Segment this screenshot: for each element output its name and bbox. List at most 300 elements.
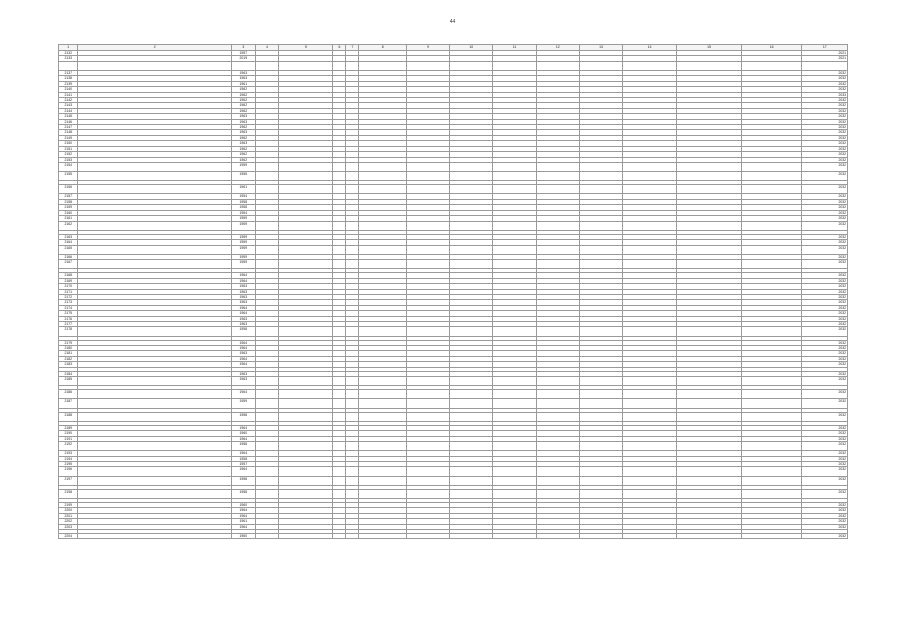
table-cell: 2161 — [59, 216, 78, 221]
table-cell — [406, 399, 449, 408]
table-cell: 1964 — [231, 390, 255, 399]
table-cell: 2139 — [59, 81, 78, 86]
table-cell — [536, 162, 579, 171]
table-cell: 2156 — [59, 185, 78, 194]
table-cell — [78, 221, 231, 230]
table-cell: 2032 — [802, 327, 848, 336]
table-cell: 2032 — [802, 533, 848, 538]
table-cell: 2032 — [802, 362, 848, 367]
table-cell: 1962 — [231, 152, 255, 157]
table-cell — [406, 185, 449, 194]
table-cell: 1964 — [231, 305, 255, 310]
table-cell — [359, 327, 407, 336]
table-cell — [677, 376, 742, 385]
table-cell: 2193 — [59, 451, 78, 456]
table-cell — [623, 172, 677, 181]
register-table — [58, 44, 848, 539]
table-cell — [333, 327, 346, 336]
table-cell — [279, 172, 333, 181]
table-cell: 2032 — [802, 185, 848, 194]
table-cell: 1958 — [231, 489, 255, 498]
table-cell: 2032 — [802, 194, 848, 199]
table-cell — [78, 376, 231, 385]
table-cell: 2132 — [59, 51, 78, 56]
table-cell — [450, 441, 493, 450]
table-cell — [450, 489, 493, 498]
table-cell — [450, 260, 493, 269]
table-cell — [359, 172, 407, 181]
table-cell: 2032 — [802, 125, 848, 130]
table-cell: 2032 — [802, 321, 848, 326]
table-cell — [493, 185, 536, 194]
table-cell — [623, 399, 677, 408]
column-number-cell: 16 — [741, 45, 802, 51]
table-cell — [255, 412, 279, 421]
table-cell: 2032 — [802, 461, 848, 466]
table-cell: 2172 — [59, 294, 78, 299]
table-cell: 1964 — [231, 425, 255, 430]
table-cell: 1959 — [231, 245, 255, 254]
table-cell — [333, 260, 346, 269]
table-cell — [493, 476, 536, 485]
table-cell: 2032 — [802, 221, 848, 230]
table-cell: 1956 — [231, 205, 255, 210]
table-cell — [493, 399, 536, 408]
table-cell: 2170 — [59, 284, 78, 289]
table-cell: 1962 — [231, 87, 255, 92]
table-cell — [623, 260, 677, 269]
table-cell — [346, 245, 359, 254]
table-cell — [450, 412, 493, 421]
table-cell — [493, 162, 536, 171]
table-cell — [493, 260, 536, 269]
table-cell: 2032 — [802, 146, 848, 151]
table-cell: 1958 — [231, 456, 255, 461]
table-cell — [677, 412, 742, 421]
table-cell — [579, 390, 622, 399]
table-cell: 2032 — [802, 172, 848, 181]
table-cell — [623, 61, 677, 70]
table-cell: 2175 — [59, 311, 78, 316]
table-cell — [255, 245, 279, 254]
table-row — [59, 61, 848, 70]
table-cell — [579, 399, 622, 408]
table-cell: 2145 — [59, 114, 78, 119]
table-cell: 1963 — [231, 130, 255, 135]
column-number-cell: 11 — [493, 45, 536, 51]
table-cell: 2032 — [802, 524, 848, 529]
table-cell — [406, 390, 449, 399]
table-cell — [333, 221, 346, 230]
table-row — [59, 327, 848, 336]
table-row — [59, 412, 848, 421]
column-number-cell: 2 — [78, 45, 231, 51]
table-cell: 2163 — [59, 234, 78, 239]
table-cell: 2198 — [59, 489, 78, 498]
table-cell: 2032 — [802, 240, 848, 245]
table-cell — [346, 221, 359, 230]
table-cell — [333, 476, 346, 485]
table-cell — [536, 399, 579, 408]
table-cell — [623, 412, 677, 421]
table-cell — [333, 412, 346, 421]
table-cell — [78, 245, 231, 254]
table-cell: 2032 — [802, 141, 848, 146]
table-cell: 2032 — [802, 311, 848, 316]
table-cell: 1964 — [231, 278, 255, 283]
table-cell: 2191 — [59, 436, 78, 441]
table-row — [59, 185, 848, 194]
table-cell — [255, 162, 279, 171]
table-cell — [741, 327, 802, 336]
table-cell: 1963 — [231, 76, 255, 81]
table-cell: 1961 — [231, 81, 255, 86]
table-cell: 2176 — [59, 316, 78, 321]
table-cell: 2143 — [59, 103, 78, 108]
table-cell — [78, 399, 231, 408]
table-cell — [406, 327, 449, 336]
table-cell — [450, 172, 493, 181]
register-table-wrapper — [58, 44, 848, 539]
table-cell — [279, 260, 333, 269]
table-cell — [255, 327, 279, 336]
table-cell: 1959 — [231, 399, 255, 408]
table-cell — [78, 260, 231, 269]
table-cell — [406, 412, 449, 421]
table-row — [59, 533, 848, 538]
table-cell — [78, 533, 231, 538]
table-cell: 2032 — [802, 81, 848, 86]
table-row — [59, 162, 848, 171]
table-cell — [536, 412, 579, 421]
table-cell — [359, 476, 407, 485]
table-cell — [493, 441, 536, 450]
table-cell — [741, 185, 802, 194]
table-cell: 2032 — [802, 356, 848, 361]
table-cell — [677, 476, 742, 485]
table-cell: 2032 — [802, 513, 848, 518]
table-cell — [623, 185, 677, 194]
table-cell: 1964 — [231, 524, 255, 529]
table-cell — [255, 221, 279, 230]
table-cell: 2032 — [802, 508, 848, 513]
table-cell — [359, 467, 407, 476]
table-cell: 1958 — [231, 476, 255, 485]
table-cell — [279, 533, 333, 538]
table-cell — [741, 533, 802, 538]
table-cell: 1954 — [231, 194, 255, 199]
table-cell: 2164 — [59, 240, 78, 245]
table-cell — [579, 489, 622, 498]
table-cell — [450, 376, 493, 385]
table-cell: 1959 — [231, 216, 255, 221]
table-cell — [78, 412, 231, 421]
table-cell: 2195 — [59, 461, 78, 466]
table-cell: 2184 — [59, 371, 78, 376]
table-cell — [741, 245, 802, 254]
table-cell — [359, 533, 407, 538]
table-cell: 2032 — [802, 114, 848, 119]
table-cell: 1963 — [231, 114, 255, 119]
table-cell — [536, 221, 579, 230]
table-cell — [279, 467, 333, 476]
table-cell — [536, 467, 579, 476]
table-cell — [333, 390, 346, 399]
table-cell: 2185 — [59, 376, 78, 385]
table-cell: 1964 — [231, 340, 255, 345]
table-cell — [741, 221, 802, 230]
table-cell — [493, 221, 536, 230]
table-cell: 2200 — [59, 508, 78, 513]
table-cell — [255, 185, 279, 194]
table-cell — [536, 185, 579, 194]
table-cell — [677, 245, 742, 254]
table-cell: 1963 — [231, 71, 255, 76]
table-cell: 2152 — [59, 152, 78, 157]
table-cell: 2032 — [802, 456, 848, 461]
table-cell — [78, 467, 231, 476]
table-cell — [623, 476, 677, 485]
table-cell — [78, 390, 231, 399]
table-cell — [741, 61, 802, 70]
table-cell: 1963 — [231, 321, 255, 326]
table-cell — [333, 489, 346, 498]
table-cell: 2168 — [59, 273, 78, 278]
table-cell — [78, 476, 231, 485]
table-cell — [406, 221, 449, 230]
table-cell: 1962 — [231, 125, 255, 130]
table-cell: 2032 — [802, 76, 848, 81]
table-cell — [346, 412, 359, 421]
table-cell: 2032 — [802, 345, 848, 350]
table-cell — [579, 185, 622, 194]
table-cell — [406, 533, 449, 538]
table-cell: 2154 — [59, 162, 78, 171]
table-cell — [255, 441, 279, 450]
table-cell: 2032 — [802, 284, 848, 289]
table-cell — [346, 162, 359, 171]
table-cell — [741, 172, 802, 181]
table-cell: 2177 — [59, 321, 78, 326]
table-cell — [333, 245, 346, 254]
table-cell — [579, 61, 622, 70]
table-cell — [450, 467, 493, 476]
table-cell: 2032 — [802, 162, 848, 171]
table-cell: 2032 — [802, 199, 848, 204]
table-cell — [346, 489, 359, 498]
table-cell: 2032 — [802, 152, 848, 157]
table-cell — [333, 61, 346, 70]
table-cell — [741, 162, 802, 171]
table-cell: 1959 — [231, 254, 255, 259]
column-number-cell: 15 — [677, 45, 742, 51]
table-cell: 2032 — [802, 245, 848, 254]
table-cell — [741, 489, 802, 498]
column-number-cell: 1 — [59, 45, 78, 51]
table-cell: 1962 — [231, 146, 255, 151]
table-cell — [493, 172, 536, 181]
table-cell — [493, 376, 536, 385]
table-row — [59, 467, 848, 476]
table-cell — [406, 489, 449, 498]
table-cell: 2148 — [59, 130, 78, 135]
table-cell — [493, 245, 536, 254]
table-cell — [279, 412, 333, 421]
table-cell: 1963 — [231, 376, 255, 385]
table-cell: 2158 — [59, 199, 78, 204]
table-cell: 1957 — [231, 461, 255, 466]
table-cell: 1963 — [231, 119, 255, 124]
table-cell: 2187 — [59, 399, 78, 408]
table-cell — [346, 327, 359, 336]
column-number-cell: 6 — [333, 45, 346, 51]
table-cell: 2032 — [802, 390, 848, 399]
table-cell: 2032 — [802, 399, 848, 408]
table-cell — [78, 441, 231, 450]
table-cell — [802, 61, 848, 70]
column-number-cell: 10 — [450, 45, 493, 51]
table-cell: 2032 — [802, 108, 848, 113]
table-cell — [493, 327, 536, 336]
table-cell: 2032 — [802, 316, 848, 321]
table-cell: 2137 — [59, 71, 78, 76]
table-cell: 2181 — [59, 351, 78, 356]
table-cell — [450, 327, 493, 336]
table-cell: 1958 — [231, 412, 255, 421]
table-cell: 1964 — [231, 467, 255, 476]
table-cell: 2147 — [59, 125, 78, 130]
table-cell: 2183 — [59, 362, 78, 367]
table-cell: 2032 — [802, 135, 848, 140]
table-cell: 1963 — [231, 294, 255, 299]
table-cell — [346, 172, 359, 181]
table-cell: 2141 — [59, 92, 78, 97]
table-cell: 2173 — [59, 300, 78, 305]
table-cell — [450, 221, 493, 230]
table-cell — [346, 185, 359, 194]
table-cell — [677, 390, 742, 399]
table-cell: 1964 — [231, 356, 255, 361]
table-cell — [493, 390, 536, 399]
table-cell — [677, 399, 742, 408]
table-cell: 2032 — [802, 294, 848, 299]
table-cell — [493, 533, 536, 538]
table-cell — [255, 390, 279, 399]
table-cell — [346, 467, 359, 476]
table-cell: 1960 — [231, 431, 255, 436]
table-cell: 2032 — [802, 502, 848, 507]
table-cell — [279, 399, 333, 408]
table-cell — [231, 61, 255, 70]
table-cell: 2032 — [802, 210, 848, 215]
table-cell — [450, 185, 493, 194]
table-cell: 2189 — [59, 425, 78, 430]
table-cell: 2188 — [59, 412, 78, 421]
table-cell — [255, 172, 279, 181]
table-cell: 1955 — [231, 172, 255, 181]
table-cell — [536, 327, 579, 336]
table-cell — [359, 390, 407, 399]
table-cell — [450, 162, 493, 171]
table-cell: 1954 — [231, 210, 255, 215]
table-cell — [450, 245, 493, 254]
table-cell: 2194 — [59, 456, 78, 461]
table-cell: 1963 — [231, 284, 255, 289]
table-cell: 2032 — [802, 441, 848, 450]
table-cell: 1959 — [231, 162, 255, 171]
table-cell — [579, 172, 622, 181]
table-cell: 2032 — [802, 260, 848, 269]
table-row — [59, 172, 848, 181]
table-cell — [493, 412, 536, 421]
table-cell — [346, 260, 359, 269]
column-number-cell: 5 — [279, 45, 333, 51]
table-cell: 2032 — [802, 103, 848, 108]
table-cell — [279, 476, 333, 485]
table-cell: 2197 — [59, 476, 78, 485]
column-number-cell: 9 — [406, 45, 449, 51]
table-cell — [623, 327, 677, 336]
table-cell: 1959 — [231, 234, 255, 239]
table-cell — [450, 476, 493, 485]
column-number-cell: 7 — [346, 45, 359, 51]
table-cell — [78, 327, 231, 336]
table-cell — [255, 467, 279, 476]
table-row — [59, 399, 848, 408]
table-cell: 2032 — [802, 273, 848, 278]
table-cell: 1964 — [231, 362, 255, 367]
table-cell: 2021 — [802, 56, 848, 61]
table-cell: 2032 — [802, 289, 848, 294]
table-cell — [536, 376, 579, 385]
table-cell: 1962 — [231, 157, 255, 162]
table-cell — [359, 489, 407, 498]
table-cell — [279, 162, 333, 171]
table-cell — [623, 162, 677, 171]
table-cell — [623, 489, 677, 498]
table-cell — [78, 172, 231, 181]
table-cell: 2167 — [59, 260, 78, 269]
table-cell — [279, 245, 333, 254]
table-cell — [450, 399, 493, 408]
table-cell — [493, 61, 536, 70]
page-number: 44 — [449, 19, 456, 25]
table-cell — [346, 533, 359, 538]
table-cell: 1962 — [231, 92, 255, 97]
table-cell — [536, 61, 579, 70]
table-cell — [333, 467, 346, 476]
table-cell — [741, 441, 802, 450]
table-cell — [406, 162, 449, 171]
column-number-cell: 14 — [623, 45, 677, 51]
table-cell: 1961 — [231, 519, 255, 524]
table-cell — [333, 441, 346, 450]
table-cell — [579, 162, 622, 171]
table-cell — [677, 260, 742, 269]
table-cell — [346, 399, 359, 408]
table-cell — [359, 221, 407, 230]
column-number-cell: 17 — [802, 45, 848, 51]
table-cell: 2165 — [59, 245, 78, 254]
table-cell — [623, 533, 677, 538]
table-cell — [536, 245, 579, 254]
table-cell: 2174 — [59, 305, 78, 310]
table-cell: 2153 — [59, 157, 78, 162]
table-cell — [406, 476, 449, 485]
table-cell: 2021 — [802, 51, 848, 56]
table-cell — [346, 476, 359, 485]
table-cell — [536, 390, 579, 399]
